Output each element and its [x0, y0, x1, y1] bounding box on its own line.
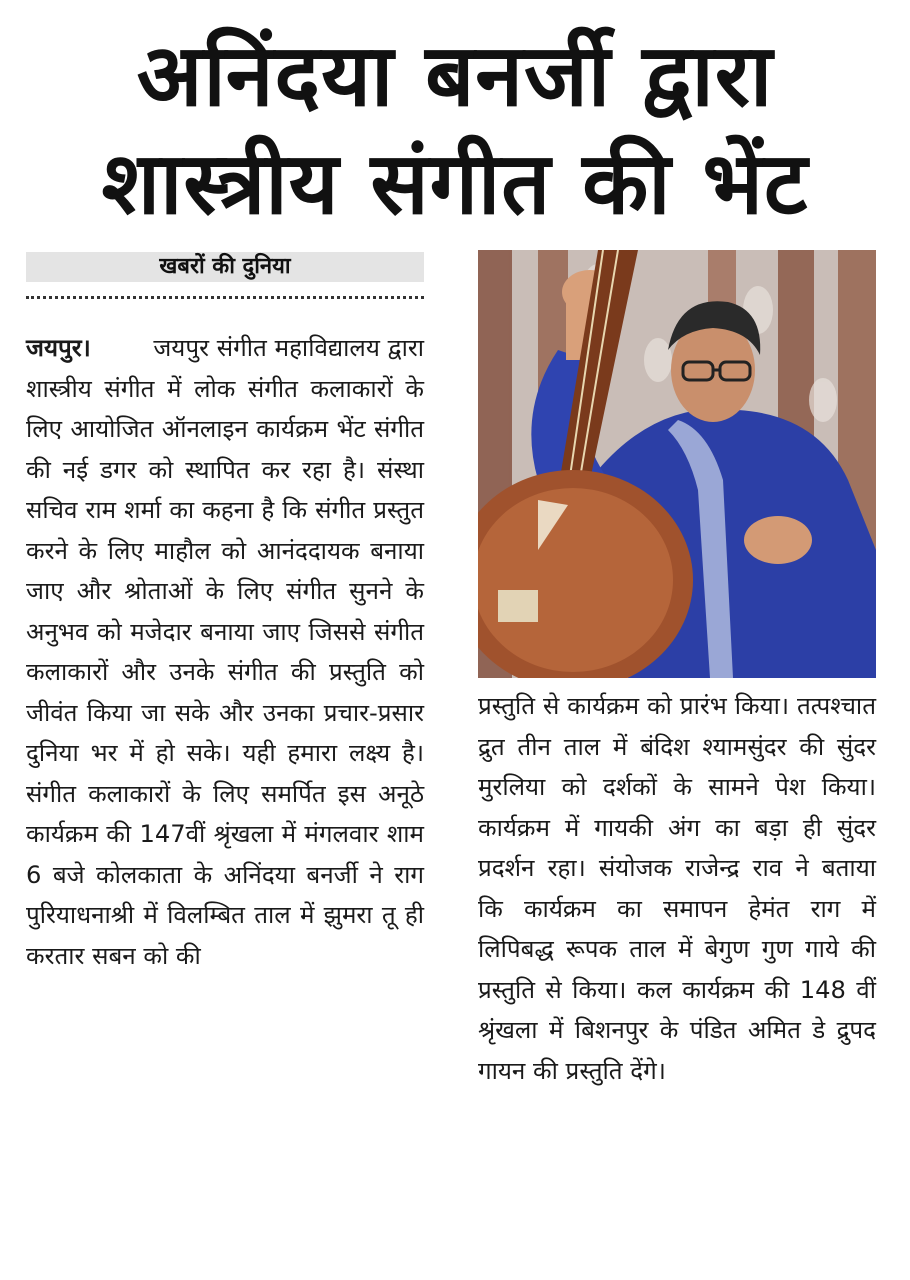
headline	[0, 22, 910, 238]
section-label: खबरों की दुनिया	[159, 254, 291, 279]
headline-line-1: अनिंदया बनर्जी द्वारा	[136, 26, 774, 126]
musician-photo-illustration	[478, 250, 876, 678]
headline-line-2: शास्त्रीय संगीत की भेंट	[101, 134, 809, 234]
article-text-left: जयपुर संगीत महाविद्यालय द्वारा शास्त्रीय संगीत में लोक संगीत कलाकारों के लिए आयोजित ऑनलाइन कार्यक्रम भेंट संगीत की नई डगर को स्थापित कर रहा है। संस्था सचिव राम शर्मा का कहना है कि संगीत प्रस्तुत करने के लिए माहौल को आनंददायक बनाया जाए और श्रोताओं के लिए संगीत सुनने के अनुभव को मजेदार बनाया जाए जिससे संगीत कलाकारों और उनके संगीत की प्रस्तुति को जीवंत किया जा सके और उनका प्रचार-प्रसार दुनिया भर में हो सके। यही हमारा लक्ष्य है। संगीत कलाकारों के लिए समर्पित इस अनूठे कार्यक्रम की 147वीं श्रृंखला में मंगलवार शाम 6 बजे कोलकाता के अनिंदया बनर्जी ने राग पुरियाधनाश्री में विलम्बित ताल में झुमरा तू ही करतार सबन को की	[26, 334, 424, 970]
musician-photo	[478, 250, 876, 678]
section-bar	[26, 252, 424, 282]
article-column-left	[26, 328, 424, 976]
article-column-right: प्रस्तुति से कार्यक्रम को प्रारंभ किया। तत्पश्चात द्रुत तीन ताल में बंदिश श्यामसुंदर की सुंदर मुरलिया को दर्शकों के सामने पेश किया। कार्यक्रम में गायकी अंग का बड़ा ही सुंदर प्रदर्शन रहा। संयोजक राजेन्द्र राव ने बताया कि कार्यक्रम का समापन हेमंत राग में लिपिबद्ध रूपक ताल में बेगुण गुण गाये की प्रस्तुति से किया। कल कार्यक्रम की 148 वीं श्रृंखला में बिशनपुर के पंडित अमित डे द्रुपद गायन की प्रस्तुति देंगे।	[478, 692, 876, 1085]
dateline: जयपुर।	[26, 334, 91, 362]
dotted-divider	[26, 296, 424, 299]
